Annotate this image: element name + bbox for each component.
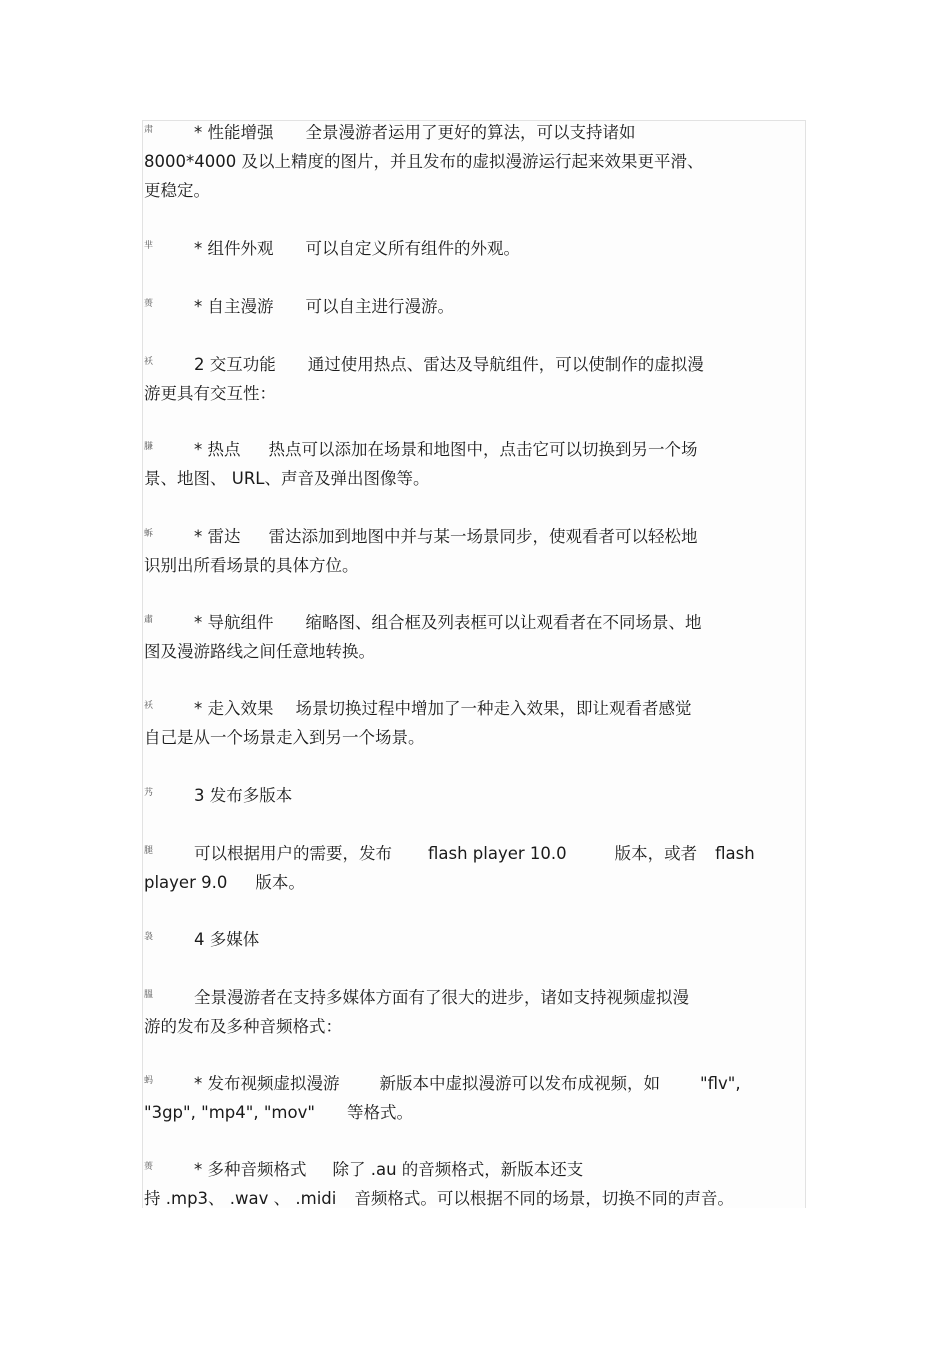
item-text: 自己是从一个场景走入到另一个场景。	[144, 728, 425, 747]
item-heading: * 热点	[194, 440, 241, 459]
paragraph-publish-version	[144, 839, 794, 897]
paragraph-marker: 肅	[144, 615, 154, 625]
paragraph-walk-in	[144, 694, 794, 752]
paragraph-marker: 袅	[144, 932, 154, 942]
paragraph-marker: 蚸	[144, 529, 154, 539]
paragraph-component-look	[144, 234, 794, 263]
item-text: 景、地图、 URL、声音及弹出图像等。	[144, 469, 430, 488]
item-text: 识别出所看场景的具体方位。	[144, 556, 359, 575]
item-heading: * 雷达	[194, 527, 241, 546]
item-text: 游更具有交互性：	[144, 384, 276, 403]
item-text: 可以自主进行漫游。	[305, 297, 454, 316]
paragraph-marker: 蒉	[144, 299, 154, 309]
paragraph-marker: 蚂	[144, 1076, 154, 1086]
paragraph-navigation	[144, 608, 794, 666]
paragraph-marker: 膃	[144, 990, 154, 1000]
item-heading: * 自主漫游	[194, 297, 274, 316]
paragraph-multimedia	[144, 925, 794, 954]
paragraph-hotspot	[144, 435, 794, 493]
paragraph-auto-tour	[144, 292, 794, 321]
paragraph-marker: 芈	[144, 241, 154, 251]
paragraph-marker: 蒉	[144, 1162, 154, 1172]
item-text: 通过使用热点、雷达及导航组件，可以使制作的虚拟漫	[307, 355, 704, 374]
paragraph-marker: 腿	[144, 846, 154, 856]
paragraph-audio-formats	[144, 1155, 794, 1213]
paragraph-interaction	[144, 350, 794, 408]
item-heading: * 导航组件	[194, 613, 274, 632]
item-text: 可以自定义所有组件的外观。	[305, 239, 520, 258]
paragraph-marker: 艿	[144, 788, 154, 798]
item-text: 音频格式。可以根据不同的场景，切换不同的声音。	[354, 1189, 734, 1208]
item-heading: * 性能增强	[194, 123, 274, 142]
item-text: 雷达添加到地图中并与某一场景同步，使观看者可以轻松地	[268, 527, 698, 546]
paragraph-marker: 袄	[144, 357, 154, 367]
paragraph-marker: 膁	[144, 442, 154, 452]
section-heading: 2 交互功能	[194, 355, 276, 374]
item-text: flash player 10.0	[428, 844, 567, 863]
paragraph-performance	[144, 118, 794, 205]
item-text: "3gp", "mp4", "mov"	[144, 1103, 315, 1122]
item-text: 等格式。	[346, 1103, 413, 1122]
item-text: 全景漫游者运用了更好的算法，可以支持诸如	[305, 123, 636, 142]
item-text: 版本，或者	[614, 844, 698, 863]
paragraph-marker: 袄	[144, 701, 154, 711]
paragraph-video-tour	[144, 1069, 794, 1127]
item-text: 持 .mp3、 .wav 、 .midi	[144, 1189, 337, 1208]
item-text: 游的发布及多种音频格式：	[144, 1017, 342, 1036]
paragraph-multimedia-desc	[144, 983, 794, 1041]
item-text: 除了 .au 的音频格式，新版本还支	[332, 1160, 584, 1179]
item-text: flash	[715, 844, 755, 863]
item-text: 热点可以添加在场景和地图中，点击它可以切换到另一个场	[268, 440, 698, 459]
item-heading: * 多种音频格式	[194, 1160, 307, 1179]
paragraph-multi-version	[144, 781, 794, 810]
item-text: 图及漫游路线之间任意地转换。	[144, 642, 375, 661]
item-text: 8000*4000 及以上精度的图片，并且发布的虚拟漫游运行起来效果更平滑、	[144, 152, 704, 171]
item-text: 更稳定。	[144, 181, 210, 200]
item-heading: * 走入效果	[194, 699, 274, 718]
paragraph-radar	[144, 522, 794, 580]
item-text: 新版本中虚拟漫游可以发布成视频，如	[379, 1074, 660, 1093]
item-text: 可以根据用户的需要，发布	[194, 844, 392, 863]
item-heading: * 组件外观	[194, 239, 274, 258]
item-text: "flv",	[700, 1074, 741, 1093]
item-text: 全景漫游者在支持多媒体方面有了很大的进步，诸如支持视频虚拟漫	[194, 988, 689, 1007]
paragraph-marker: 肃	[144, 125, 154, 135]
item-text: 版本。	[255, 873, 305, 892]
item-text: 缩略图、组合框及列表框可以让观看者在不同场景、地	[305, 613, 702, 632]
item-text: player 9.0	[144, 873, 228, 892]
item-heading: * 发布视频虚拟漫游	[194, 1074, 340, 1093]
item-text: 场景切换过程中增加了一种走入效果，即让观看者感觉	[295, 699, 692, 718]
section-heading: 4 多媒体	[194, 930, 260, 949]
section-heading: 3 发布多版本	[194, 786, 293, 805]
